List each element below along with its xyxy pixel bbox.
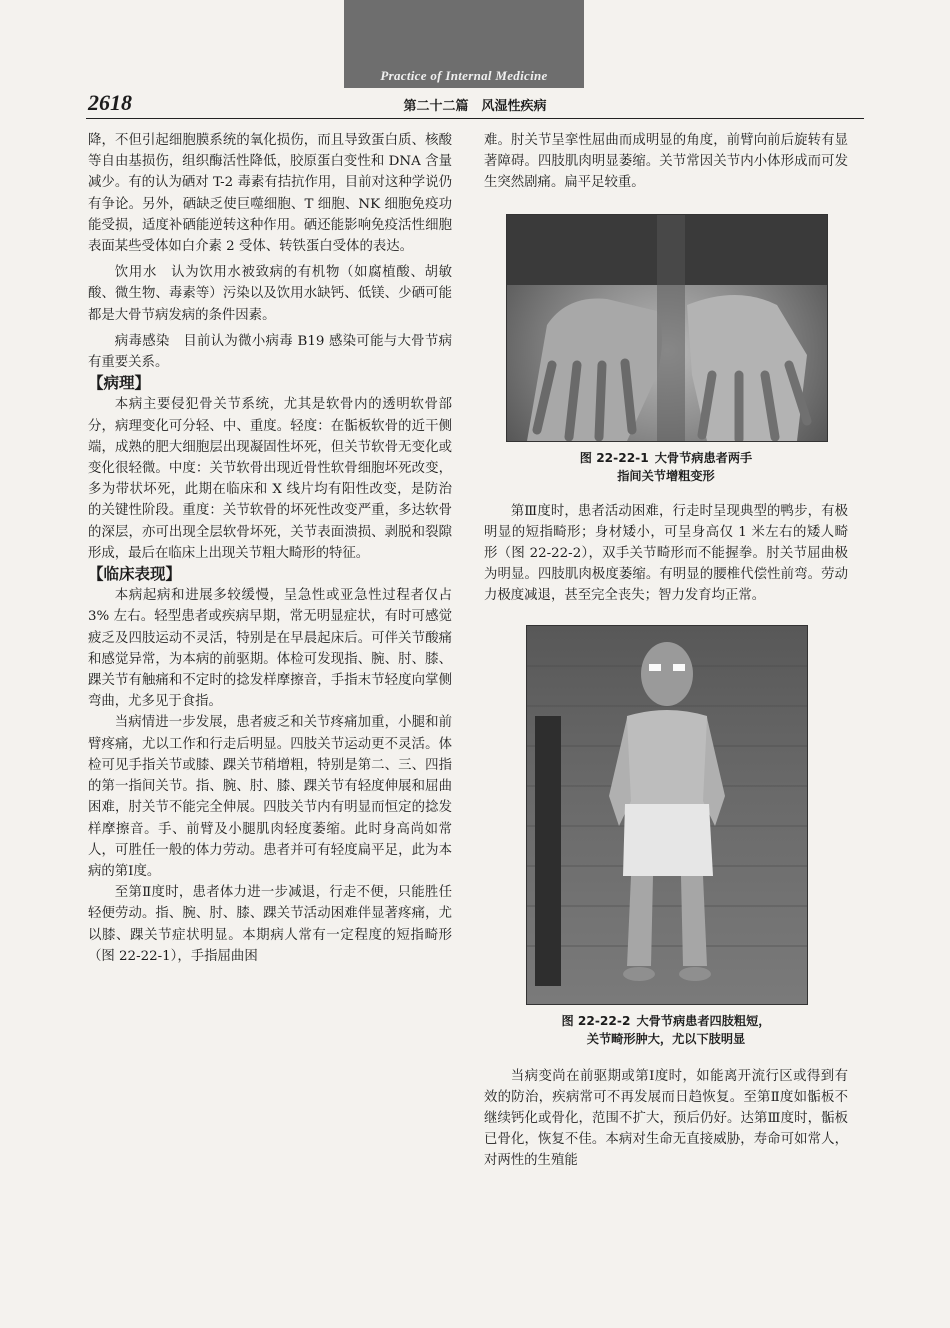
paragraph: 病毒感染 目前认为微小病毒 B19 感染可能与大骨节病有重要关系。	[88, 333, 452, 371]
figure-2-caption-line2: 关节畸形肿大，尤以下肢明显	[586, 1031, 746, 1046]
patient-photo	[526, 625, 808, 1005]
right-column	[484, 130, 848, 1172]
paragraph: 本病起病和进展多较缓慢，呈急性或亚急性过程者仅占 3% 左右。轻型患者或疾病早期，常无明显症状，有时可感觉疲乏及四肢运动不灵活，特别是在早晨起床后。可伴关节酸痛和感觉异常，为本病的前驱期。体检可发现指、腕、肘、膝、踝关节有触痛和不定时的捻发样摩擦音，手指末节轻度向掌侧弯曲，尤多见于食指。	[88, 588, 452, 710]
paragraph: 饮用水 认为饮用水被致病的有机物（如腐植酸、胡敏酸、微生物、毒素等）污染以及饮用水缺钙、低镁、少硒可能都是大骨节病发病的条件因素。	[88, 265, 452, 323]
figure-1-number: 图 22-22-1	[579, 450, 649, 465]
heading-pathology: 【病理】	[88, 374, 151, 393]
header-divider	[86, 118, 864, 119]
paragraph: 至第Ⅱ度时，患者体力进一步减退，行走不便，只能胜任轻便劳动。指、腕、肘、膝、踝关节活动困难伴显著疼痛，尤以膝、踝关节症状明显。本期病人常有一定程度的短指畸形（图 22-22-1），手指屈曲困	[88, 885, 452, 964]
figure-2-caption-line1: 大骨节病患者四肢粗短，	[636, 1013, 771, 1028]
patient-illustration	[527, 626, 807, 1004]
figure-2-caption	[510, 1012, 822, 1048]
section-title: 第二十二篇 风湿性疾病	[403, 99, 547, 114]
journal-title: Practice of Internal Medicine	[380, 68, 548, 83]
page-number: 2618	[88, 90, 132, 115]
hands-illustration	[507, 215, 827, 441]
figure-2-number: 图 22-22-2	[561, 1013, 631, 1028]
figure-patient	[510, 625, 822, 1048]
paragraph: 难。肘关节呈挛性屈曲而成明显的角度，前臂向前后旋转有显著障碍。四肢肌肉明显萎缩。关节常因关节内小体形成而可发生突然剧痛。扁平足较重。	[484, 133, 848, 191]
paragraph: 第Ⅲ度时，患者活动困难，行走时呈现典型的鸭步，有极明显的短指畸形；身材矮小，可呈身高仅 1 米左右的矮人畸形（图 22-22-2），双手关节畸形而不能握拳。肘关节屈曲极为明显。四肢肌肉极度萎缩。有明显的腰椎代偿性前弯。劳动力极度减退，甚至完全丧失；智力发育均正常。	[484, 503, 848, 604]
left-column	[88, 130, 452, 967]
hands-photo	[506, 214, 828, 442]
paragraph: 本病主要侵犯骨关节系统，尤其是软骨内的透明软骨部分，病理变化可分轻、中、重度。轻度：在骺板软骨的近干侧端，成熟的肥大细胞层出现凝固性坏死，但关节软骨无变化或变化很轻微。中度：关节软骨出现近骨性软骨细胞坏死改变，多为带状坏死，此期在临床和 X 线片均有阳性改变，是防治的关键性阶段。重度：关节软骨的坏死性改变严重，多达软骨的深层，亦可出现全层软骨坏死，关节表面溃损、剥脱和裂隙形成，最后在临床上出现关节粗大畸形的特征。	[88, 397, 452, 561]
figure-1-caption-line2: 指间关节增粗变形	[617, 468, 715, 483]
figure-hands	[506, 214, 826, 485]
paragraph: 当病变尚在前驱期或第Ⅰ度时，如能离开流行区或得到有效的防治，疾病常可不再发展而日趋恢复。至第Ⅱ度如骺板不继续钙化或骨化，范围不扩大，预后仍好。达第Ⅲ度时，骺板已骨化，恢复不佳。本病对生命无直接威胁，寿命可如常人，对两性的生殖能	[484, 1068, 848, 1169]
paragraph: 当病情进一步发展，患者疲乏和关节疼痛加重，小腿和前臂疼痛，尤以工作和行走后明显。四肢关节运动更不灵活。体检可见手指关节或膝、踝关节稍增粗，特别是第二、三、四指的第一指间关节。指、腕、肘、膝、踝关节有轻度伸展和屈曲困难，肘关节不能完全伸展。四肢关节内有明显而恒定的捻发样摩擦音。手、前臂及小腿肌肉轻度萎缩。此时身高尚如常人，可胜任一般的体力劳动。患者并可有轻度扁平足，此为本病的第Ⅰ度。	[88, 715, 452, 879]
heading-clinical: 【临床表现】	[88, 565, 182, 584]
figure-1-caption	[506, 449, 826, 485]
figure-1-caption-line1: 大骨节病患者两手	[654, 450, 753, 465]
paragraph: 降，不但引起细胞膜系统的氧化损伤，而且导致蛋白质、核酸等自由基损伤，组织酶活性降低，胶原蛋白变性和 DNA 含量减少。有的认为硒对 T-2 毒素有拮抗作用，目前对这种学说仍有争论。另外，硒缺乏使巨噬细胞、T 细胞、NK 细胞免疫功能受损，适度补硒能逆转这种作用。硒还能影响免疫活性细胞表面某些受体如白介素 2 受体、转铁蛋白受体的表达。	[88, 133, 452, 255]
